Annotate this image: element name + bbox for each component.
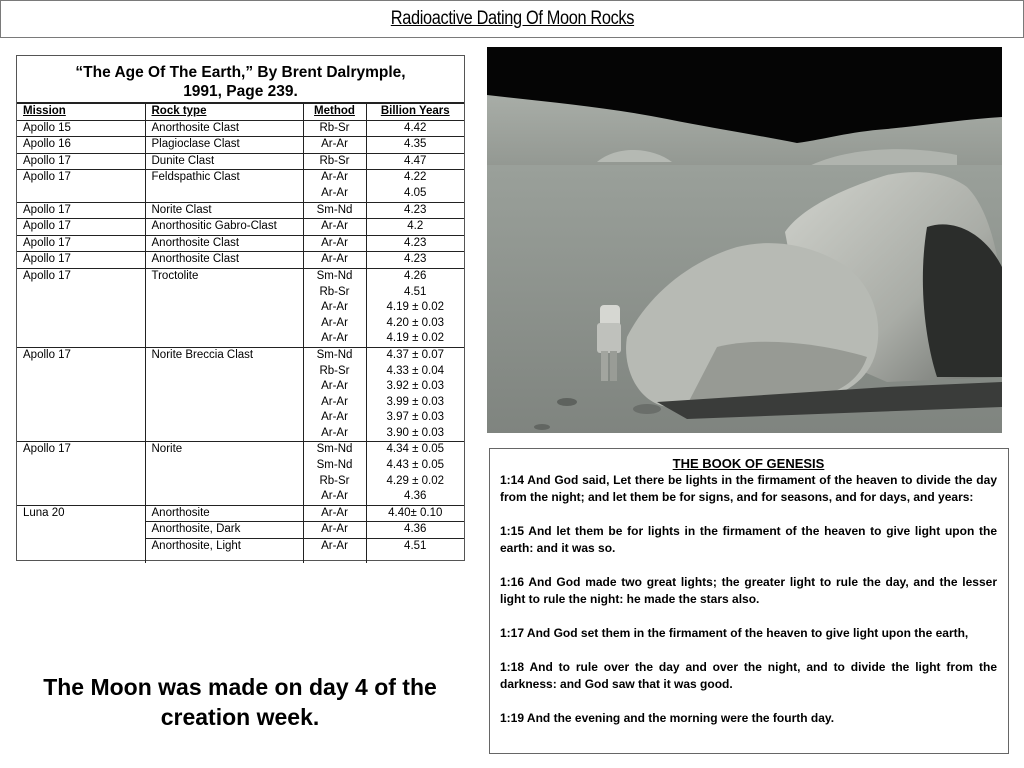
cell-age: 4.36	[404, 523, 427, 536]
method-value: Ar-Ar	[321, 253, 348, 266]
age-value: 3.90 ± 0.03	[386, 426, 444, 439]
table-caption-line1: “The Age Of The Earth,” By Brent Dalrymple,	[75, 64, 406, 81]
cell-mission: Apollo 17	[17, 219, 145, 236]
table-row	[17, 268, 464, 347]
table-row	[17, 252, 464, 269]
method-value: Ar-Ar	[321, 171, 348, 184]
table-row	[17, 153, 464, 170]
cell-mission: Luna 20	[17, 505, 145, 562]
table-caption	[17, 56, 464, 103]
moon-landscape-photo	[487, 47, 1002, 433]
method-value: Ar-Ar	[321, 316, 348, 329]
method-value: Rb-Sr	[319, 474, 350, 487]
table-caption-line2: 1991, Page 239.	[183, 83, 298, 100]
cell-age	[366, 442, 464, 505]
table-row	[17, 347, 464, 442]
method-value: Sm-Nd	[316, 443, 353, 456]
cell-age	[366, 252, 464, 269]
table-row	[17, 137, 464, 154]
cell-age: 4.40± 0.10	[388, 506, 443, 519]
cell-age	[366, 120, 464, 137]
genesis-verse: 1:17 And God set them in the firmament of the heaven to give light upon the earth,	[500, 626, 969, 640]
age-value: 4.43 ± 0.05	[386, 459, 444, 472]
cell-rock-type: Anorthosite, Dark	[145, 522, 303, 539]
genesis-verse: 1:14 And God said, Let there be lights in the firmament of the heaven to divide the day from the night; and let them be for signs, and for seasons, and for days, and years:	[500, 473, 997, 504]
cell-method: Ar-Ar	[303, 522, 366, 539]
moon-rock-ages-table-box	[16, 55, 465, 561]
header-mission: Mission	[17, 104, 145, 121]
cell-age	[366, 202, 464, 219]
cell-mission: Apollo 17	[17, 268, 145, 347]
cell-rock-type: Norite Breccia Clast	[145, 347, 303, 442]
table-row	[17, 120, 464, 137]
cell-age	[366, 268, 464, 347]
cell-age	[366, 347, 464, 442]
age-value: 4.35	[404, 138, 427, 151]
age-value: 4.36	[404, 490, 427, 503]
cell-mission: Apollo 17	[17, 153, 145, 170]
cell-method	[303, 170, 366, 202]
method-value: Ar-Ar	[321, 301, 348, 314]
table-row	[17, 202, 464, 219]
conclusion-statement: The Moon was made on day 4 of the creation week.	[43, 674, 437, 730]
cell-rock-type: Anorthosite Clast	[145, 120, 303, 137]
table-body	[17, 120, 464, 562]
age-value: 3.97 ± 0.03	[386, 411, 444, 424]
cell-method	[303, 202, 366, 219]
genesis-verse: 1:19 And the evening and the morning were the fourth day.	[500, 711, 835, 725]
table-row	[17, 235, 464, 252]
table-header-row	[17, 104, 464, 121]
slide-title: Radioactive Dating Of Moon Rocks	[390, 8, 634, 29]
age-value: 4.05	[404, 186, 427, 199]
header-rock-type: Rock type	[145, 104, 303, 121]
cell-method	[303, 252, 366, 269]
cell-rock-type: Anorthositic Gabro-Clast	[145, 219, 303, 236]
method-value: Sm-Nd	[316, 348, 353, 361]
age-value: 4.34 ± 0.05	[386, 443, 444, 456]
header-billion-years: Billion Years	[366, 104, 464, 121]
cell-mission: Apollo 17	[17, 235, 145, 252]
cell-rock-type: Anorthosite	[145, 505, 303, 522]
slide-title-bar	[0, 0, 1024, 38]
age-value: 4.33 ± 0.04	[386, 364, 444, 377]
age-value: 4.29 ± 0.02	[386, 474, 444, 487]
genesis-verse: 1:15 And let them be for lights in the firmament of the heaven to give light upon the earth: and it was so.	[500, 524, 997, 555]
method-value: Ar-Ar	[321, 332, 348, 345]
cell-method	[303, 120, 366, 137]
cell-age	[366, 137, 464, 154]
age-value: 4.23	[404, 253, 427, 266]
method-value: Sm-Nd	[316, 269, 353, 282]
method-value: Ar-Ar	[321, 186, 348, 199]
genesis-verse: 1:18 And to rule over the day and over the night, and to divide the light from the darkness: and God saw that it was good.	[500, 660, 997, 691]
cell-rock-type: Anorthosite Clast	[145, 235, 303, 252]
cell-rock-type: Anorthosite, Light	[145, 539, 303, 563]
method-value: Sm-Nd	[316, 203, 353, 216]
genesis-text-box	[489, 448, 1009, 754]
cell-age	[366, 153, 464, 170]
genesis-verse: 1:16 And God made two great lights; the greater light to rule the day, and the lesser light to rule the night: he made the stars also.	[500, 575, 997, 606]
method-value: Ar-Ar	[321, 490, 348, 503]
table-row	[17, 442, 464, 505]
age-value: 4.42	[404, 121, 427, 134]
cell-rock-type: Anorthosite Clast	[145, 252, 303, 269]
cell-mission: Apollo 17	[17, 442, 145, 505]
method-value: Ar-Ar	[321, 426, 348, 439]
cell-rock-type: Dunite Clast	[145, 153, 303, 170]
cell-mission: Apollo 17	[17, 202, 145, 219]
cell-age: 4.51	[404, 540, 427, 553]
age-value: 4.22	[404, 171, 427, 184]
method-value: Ar-Ar	[321, 220, 348, 233]
cell-age	[366, 170, 464, 202]
moon-rock-ages-table	[17, 103, 464, 563]
age-value: 3.92 ± 0.03	[386, 380, 444, 393]
age-value: 4.37 ± 0.07	[386, 348, 444, 361]
age-value: 3.99 ± 0.03	[386, 395, 444, 408]
age-value: 4.51	[404, 285, 427, 298]
cell-age	[366, 235, 464, 252]
cell-method	[303, 268, 366, 347]
method-value: Rb-Sr	[319, 121, 350, 134]
genesis-title: THE BOOK OF GENESIS	[672, 456, 825, 471]
method-value: Ar-Ar	[321, 411, 348, 424]
header-method: Method	[303, 104, 366, 121]
age-value: 4.23	[404, 236, 427, 249]
method-value: Rb-Sr	[319, 154, 350, 167]
moon-photo-illustration	[487, 47, 1002, 433]
method-value: Ar-Ar	[321, 395, 348, 408]
method-value: Ar-Ar	[321, 236, 348, 249]
cell-method	[303, 235, 366, 252]
cell-rock-type: Norite Clast	[145, 202, 303, 219]
cell-age	[366, 219, 464, 236]
method-value: Rb-Sr	[319, 285, 350, 298]
cell-method	[303, 219, 366, 236]
cell-method: Ar-Ar	[303, 539, 366, 563]
table-row	[17, 219, 464, 236]
cell-mission: Apollo 16	[17, 137, 145, 154]
genesis-verse-list	[500, 472, 997, 727]
cell-rock-type: Plagioclase Clast	[145, 137, 303, 154]
cell-rock-type: Feldspathic Clast	[145, 170, 303, 202]
cell-method	[303, 137, 366, 154]
age-value: 4.20 ± 0.03	[386, 316, 444, 329]
age-value: 4.19 ± 0.02	[386, 301, 444, 314]
table-row	[17, 505, 464, 522]
cell-method	[303, 347, 366, 442]
cell-mission: Apollo 17	[17, 170, 145, 202]
cell-method: Ar-Ar	[303, 505, 366, 522]
cell-mission: Apollo 17	[17, 252, 145, 269]
cell-rock-type: Troctolite	[145, 268, 303, 347]
age-value: 4.47	[404, 154, 427, 167]
method-value: Rb-Sr	[319, 364, 350, 377]
age-value: 4.26	[404, 269, 427, 282]
cell-method	[303, 153, 366, 170]
table-row	[17, 170, 464, 202]
method-value: Sm-Nd	[316, 459, 353, 472]
cell-mission: Apollo 17	[17, 347, 145, 442]
age-value: 4.2	[407, 220, 424, 233]
method-value: Ar-Ar	[321, 380, 348, 393]
method-value: Ar-Ar	[321, 138, 348, 151]
cell-mission: Apollo 15	[17, 120, 145, 137]
cell-method	[303, 442, 366, 505]
age-value: 4.23	[404, 203, 427, 216]
age-value: 4.19 ± 0.02	[386, 332, 444, 345]
cell-rock-type: Norite	[145, 442, 303, 505]
